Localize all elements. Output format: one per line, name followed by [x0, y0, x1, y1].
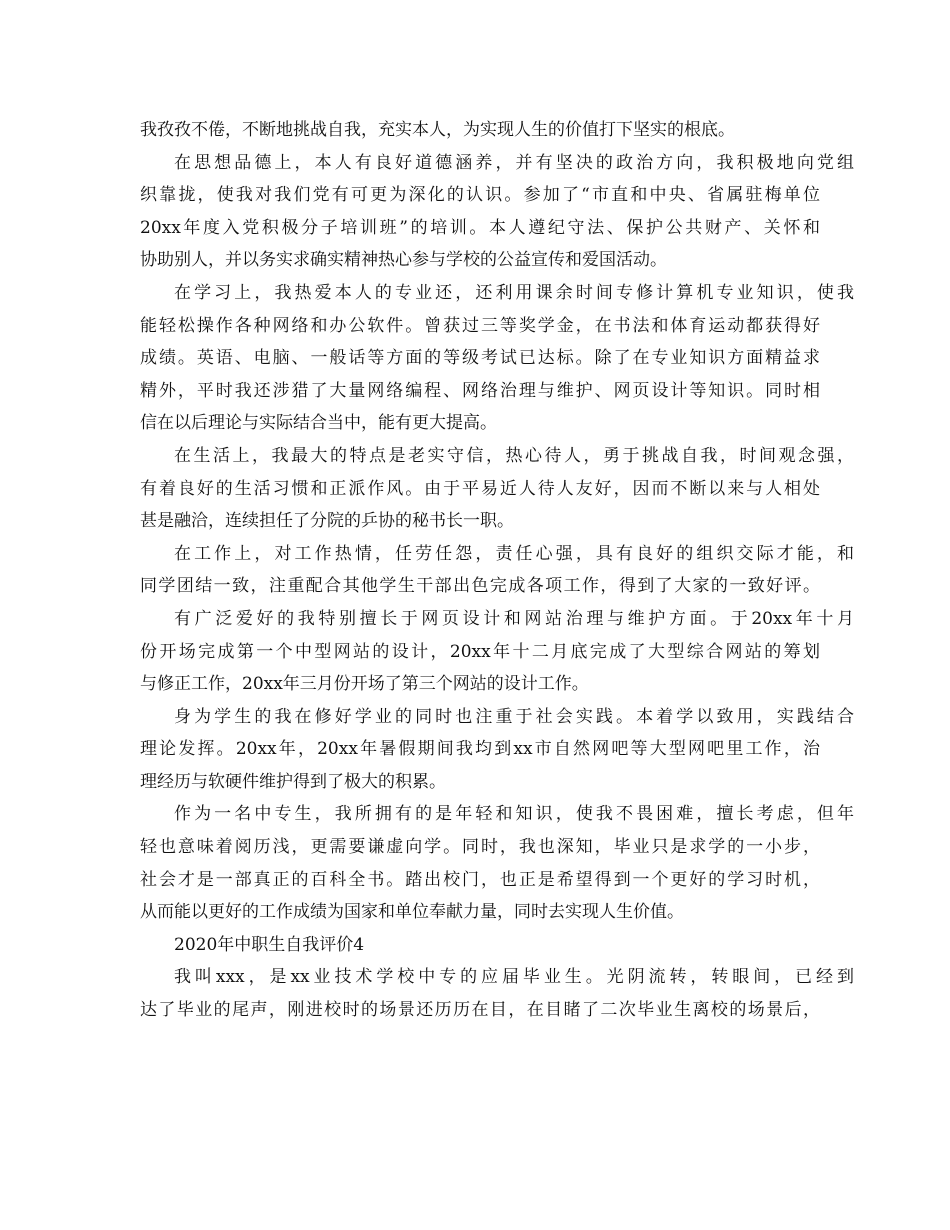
text-line: 份开场完成第一个中型网站的设计，20xx年十二月底完成了大型综合网站的筹划 — [140, 641, 820, 662]
text-line: 在思想品德上，本人有良好道德涵养，并有坚决的政治方向，我积极地向党组 — [174, 152, 854, 173]
text-line: 从而能以更好的工作成绩为国家和单位奉献力量，同时去实现人生价值。 — [140, 902, 684, 923]
text-line: 有广泛爱好的我特别擅长于网页设计和网站治理与维护方面。于20xx年十月 — [174, 608, 854, 629]
text-line: 我叫xxx，是xx业技术学校中专的应届毕业生。光阴流转，转眼间，已经到 — [174, 967, 854, 988]
text-line: 甚是融洽，连续担任了分院的乒协的秘书长一职。 — [140, 511, 514, 532]
text-line: 协助别人，并以务实求确实精神热心参与学校的公益宣传和爱国活动。 — [140, 250, 667, 271]
text-line: 成绩。英语、电脑、一般话等方面的等级考试已达标。除了在专业知识方面精益求 — [140, 348, 820, 369]
text-line: 在生活上，我最大的特点是老实守信，热心待人，勇于挑战自我，时间观念强， — [174, 445, 854, 466]
document-body — [140, 114, 854, 1027]
section-heading: 2020年中职生自我评价4 — [174, 934, 365, 955]
text-line: 在学习上，我热爱本人的专业还，还利用课余时间专修计算机专业知识，使我 — [174, 282, 854, 303]
text-line: 达了毕业的尾声，刚进校时的场景还历历在目，在目睹了二次毕业生离校的场景后， — [140, 1000, 820, 1021]
text-line: 织靠拢，使我对我们党有可更为深化的认识。参加了“市直和中央、省属驻梅单位 — [140, 185, 820, 206]
text-line: 作为一名中专生，我所拥有的是年轻和知识，使我不畏困难，擅长考虑，但年 — [174, 804, 854, 825]
text-line: 能轻松操作各种网络和办公软件。曾获过三等奖学金，在书法和体育运动都获得好 — [140, 315, 820, 336]
text-line: 在工作上，对工作热情，任劳任怨，责任心强，具有良好的组织交际才能，和 — [174, 543, 854, 564]
text-line: 有着良好的生活习惯和正派作风。由于平易近人待人友好，因而不断以来与人相处 — [140, 478, 820, 499]
text-line: 信在以后理论与实际结合当中，能有更大提高。 — [140, 413, 497, 434]
text-line: 理经历与软硬件维护得到了极大的积累。 — [140, 771, 446, 792]
text-line: 我孜孜不倦，不断地挑战自我，充实本人，为实现人生的价值打下坚实的根底。 — [140, 120, 735, 140]
text-line: 与修正工作，20xx年三月份开场了第三个网站的设计工作。 — [140, 674, 589, 695]
text-line: 20xx年度入党积极分子培训班”的培训。本人遵纪守法、保护公共财产、关怀和 — [140, 217, 820, 238]
text-line: 理论发挥。20xx年，20xx年暑假期间我均到xx市自然网吧等大型网吧里工作，治 — [140, 739, 820, 760]
text-line: 社会才是一部真正的百科全书。踏出校门，也正是希望得到一个更好的学习时机， — [140, 869, 820, 890]
text-line: 同学团结一致，注重配合其他学生干部出色完成各项工作，得到了大家的一致好评。 — [140, 576, 820, 597]
text-line: 身为学生的我在修好学业的同时也注重于社会实践。本着学以致用，实践结合 — [174, 706, 854, 727]
text-line: 精外，平时我还涉猎了大量网络编程、网络治理与维护、网页设计等知识。同时相 — [140, 380, 820, 401]
text-line: 轻也意味着阅历浅，更需要谦虚向学。同时，我也深知，毕业只是求学的一小步， — [140, 837, 820, 858]
